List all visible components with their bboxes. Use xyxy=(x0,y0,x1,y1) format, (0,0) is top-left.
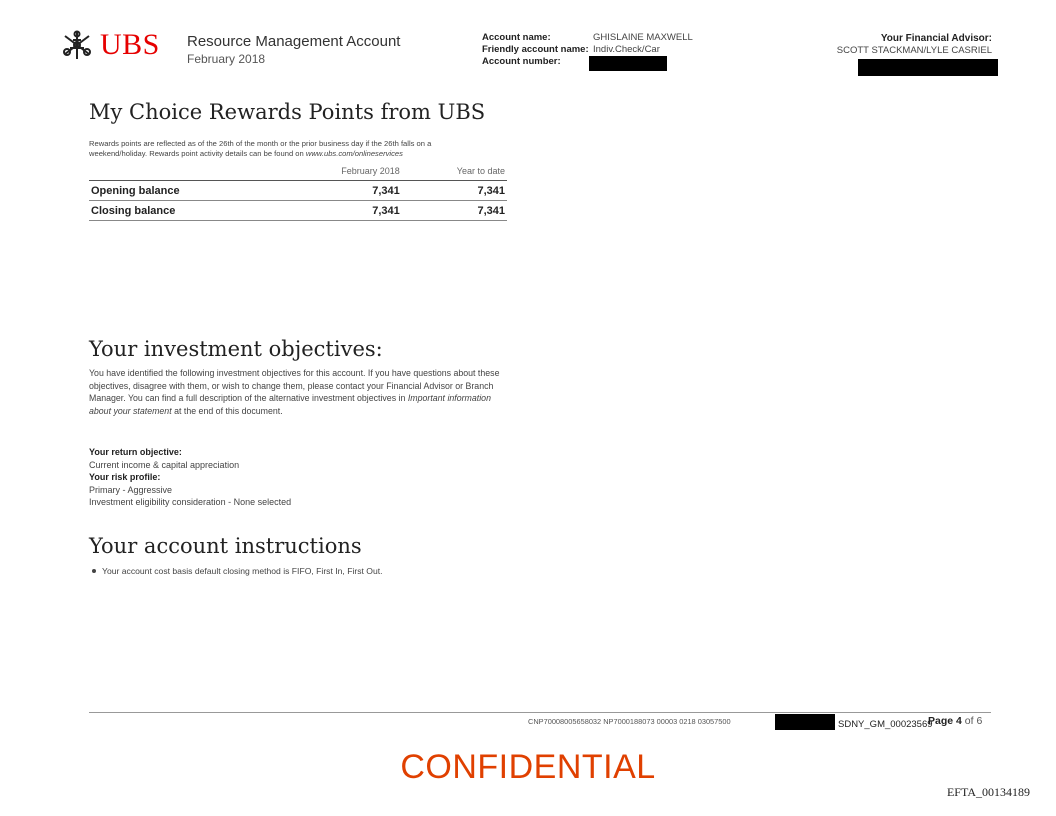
page-label: Page xyxy=(928,715,954,727)
page-indicator xyxy=(928,715,982,727)
efta-number: EFTA_00134189 xyxy=(946,785,1030,799)
rewards-note-line1: Rewards points are reflected as of the 26th of the month or the prior business day if the 26th falls on a xyxy=(89,139,432,148)
footer-divider xyxy=(89,712,991,713)
objectives-text-italic: Important information about your statement xyxy=(89,393,491,416)
rewards-note-line2 xyxy=(89,149,509,159)
risk-profile-value: Primary - Aggressive xyxy=(89,484,173,495)
reference-code: CNP70008005658032 NP7000188073 00003 0218 03057500 xyxy=(528,717,731,726)
ubs-keys-icon xyxy=(60,28,94,62)
return-objective-value: Current income & capital appreciation xyxy=(89,459,240,470)
objectives-details xyxy=(89,446,291,509)
table-row xyxy=(89,181,507,201)
reference-redaction xyxy=(775,714,835,730)
logo-text: UBS xyxy=(100,28,160,61)
bullet-icon xyxy=(92,569,96,573)
page-number: 4 xyxy=(956,715,962,727)
statement-period: February 2018 xyxy=(187,52,266,66)
eligibility-value: Investment eligibility consideration - None selected xyxy=(89,497,292,507)
row-ytd: 7,341 xyxy=(402,201,507,221)
objectives-text-1: You have identified the following investment objectives for this account. If you have questions about these objectives, disagree with them, or wish to change them, please contact your Financial Advisor or Branch Manager. You can find a full description of the alternative investment objectives in xyxy=(89,368,500,403)
rewards-note-link: www.ubs.com/onlineservices xyxy=(305,149,403,158)
objectives-title: Your investment objectives: xyxy=(89,337,383,361)
table-row xyxy=(89,201,507,221)
rewards-table-header xyxy=(89,164,507,181)
objectives-text-2: at the end of this document. xyxy=(171,405,283,416)
risk-profile-label: Your risk profile: xyxy=(89,472,161,482)
row-ytd: 7,341 xyxy=(402,181,507,201)
rewards-title: My Choice Rewards Points from UBS xyxy=(89,100,486,124)
friendly-name-value: Indiv.Check/Car xyxy=(593,44,660,55)
col-period: February 2018 xyxy=(276,164,402,181)
ubs-logo xyxy=(60,28,160,62)
col-label xyxy=(89,164,276,181)
advisor-value: SCOTT STACKMAN/LYLE CASRIEL xyxy=(836,45,992,56)
rewards-note xyxy=(89,139,509,159)
account-name-label: Account name: xyxy=(482,32,551,43)
col-ytd: Year to date xyxy=(402,164,507,181)
instruction-text: Your account cost basis default closing method is FIFO, First In, First Out. xyxy=(102,566,383,576)
advisor-label: Your Financial Advisor: xyxy=(880,33,992,44)
rewards-note-text: weekend/holiday. Rewards point activity details can be found on xyxy=(89,149,306,158)
account-title: Resource Management Account xyxy=(187,33,401,50)
row-month: 7,341 xyxy=(276,181,402,201)
account-name-value: GHISLAINE MAXWELL xyxy=(593,32,693,43)
confidential-stamp: CONFIDENTIAL xyxy=(400,748,656,786)
friendly-name-label: Friendly account name: xyxy=(482,44,589,55)
account-number-redaction xyxy=(589,56,667,71)
instructions-title: Your account instructions xyxy=(89,534,362,558)
objectives-paragraph xyxy=(89,367,509,417)
row-month: 7,341 xyxy=(276,201,402,221)
rewards-table xyxy=(89,164,507,221)
advisor-redaction xyxy=(858,59,998,76)
return-objective-label: Your return objective: xyxy=(89,447,182,457)
bates-number: SDNY_GM_00023569 xyxy=(838,719,933,730)
page-total: of 6 xyxy=(964,715,983,727)
instruction-item xyxy=(92,566,383,576)
row-label: Closing balance xyxy=(89,201,276,221)
row-label: Opening balance xyxy=(89,181,276,201)
account-number-label: Account number: xyxy=(482,56,561,67)
